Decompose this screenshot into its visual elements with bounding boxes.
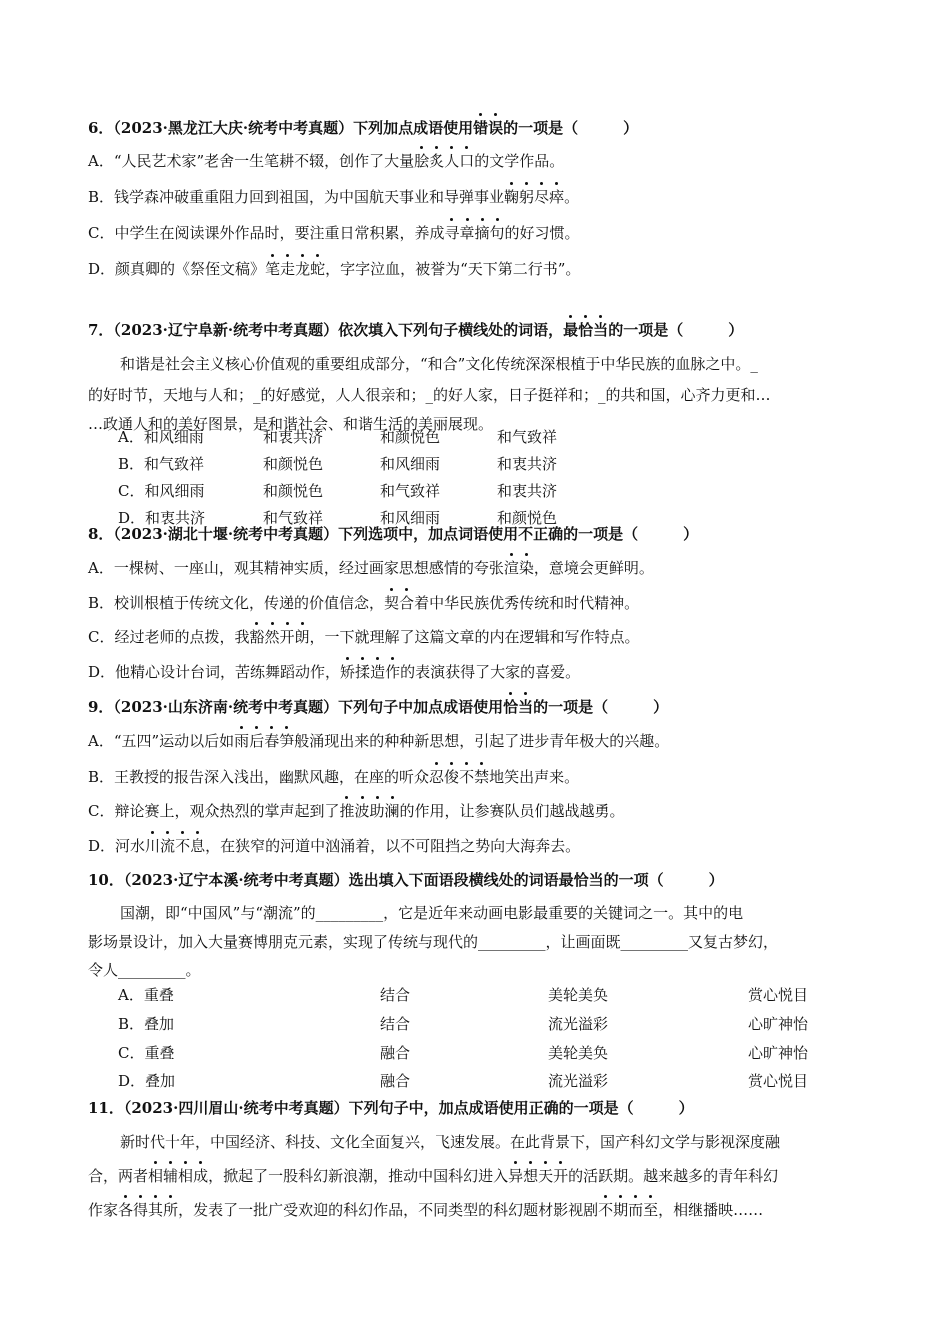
dotted-word — [504, 559, 534, 577]
question-7-option-row-col3: 和颜悦色 — [380, 428, 441, 446]
question-10-option-row-col4: 赏心悦目 — [748, 1072, 809, 1090]
emphasis-dot-char: 所 — [163, 1201, 179, 1219]
question-7-option-row-col3: 和风细雨 — [380, 455, 441, 473]
dotted-word — [384, 594, 414, 612]
emphasis-dot-char: 异 — [508, 1167, 524, 1185]
emphasis-dot-char: 作 — [385, 663, 401, 681]
question-9-option: A．“五四”运动以后如雨后春笋般涌现出来的种种新思想，引起了进步青年极大的兴趣。 — [88, 732, 670, 750]
question-8-option: B．校训根植于传统文化，传递的价值信念，契合着中华民族优秀传统和时代精神。 — [88, 594, 640, 612]
question-10-option-row-col4: 心旷神怡 — [748, 1015, 809, 1033]
question-10-option-row-col2: 结合 — [380, 1015, 411, 1033]
emphasis-dot-char: 其 — [148, 1201, 164, 1219]
question-7-passage-line: 和谐是社会主义核心价值观的重要组成部分，“和合”文化传统深深根植于中华民族的血脉之中。_ — [120, 355, 758, 373]
question-11-stem: 11．（2023·四川眉山·统考中考真题）下列句子中，加点成语使用正确的一项是（ ） — [88, 1099, 694, 1117]
question-7-stem: 7．（2023·辽宁阜新·统考中考真题）依次填入下列句子横线处的词语，最恰当的一项是（ ） — [88, 321, 744, 339]
emphasis-dot-char: 天 — [538, 1167, 554, 1185]
emphasis-dot-char: 蛇 — [310, 260, 326, 278]
question-10-option-row-col1: B．叠加 — [118, 1015, 175, 1033]
question-7-option-row-col4: 和气致祥 — [497, 428, 558, 446]
dotted-idiom — [265, 260, 325, 278]
dotted-keyword — [563, 321, 608, 339]
dotted-idiom — [508, 1167, 568, 1185]
question-10-option-row-col3: 美轮美奂 — [548, 1044, 609, 1062]
emphasis-dot-char: 忍 — [429, 768, 445, 786]
question-6-option: C．中学生在阅读课外作品时，要注重日常积累，养成寻章摘句的好习惯。 — [88, 224, 580, 242]
question-8-option: C．经过老师的点拨，我豁然开朗，一下就理解了这篇文章的内在逻辑和写作特点。 — [88, 628, 640, 646]
question-6-option: A．“人民艺术家”老舍一生笔耕不辍，创作了大量脍炙人口的文学作品。 — [88, 152, 565, 170]
emphasis-dot-char: 俊 — [444, 768, 460, 786]
emphasis-dot-char: 当 — [593, 321, 609, 339]
dotted-word — [340, 663, 400, 681]
question-11-passage-line: 作家各得其所，发表了一批广受欢迎的科幻作品，不同类型的科幻题材影视剧不期而至，相继播映…… — [88, 1201, 764, 1219]
emphasis-dot-char: 波 — [354, 802, 370, 820]
question-10-option-row-col2: 融合 — [380, 1072, 411, 1090]
question-9-option: D．河水川流不息，在狭窄的河道中汹涌着，以不可阻挡之势向大海奔去。 — [88, 837, 581, 855]
question-6-option: B．钱学森冲破重重阻力回到祖国，为中国航天事业和导弹事业鞠躬尽瘁。 — [88, 188, 580, 206]
question-10-stem: 10．（2023·辽宁本溪·统考中考真题）选出填入下面语段横线处的词语最恰当的一项（ ） — [88, 871, 724, 889]
question-7-passage-line: 的好时节，天地与人和；_的好感觉，人人很亲和；_的好人家，日子挺祥和；_的共和国，心齐力更和… — [88, 386, 771, 404]
emphasis-dot-char: 不 — [459, 768, 475, 786]
question-9-option: B．王教授的报告深入浅出，幽默风趣，在座的听众忍俊不禁地笑出声来。 — [88, 768, 580, 786]
question-7-option-row-col2: 和气致祥 — [263, 509, 324, 527]
emphasis-dot-char: 错 — [473, 119, 489, 137]
question-11-passage-line: 新时代十年，中国经济、科技、文化全面复兴，飞速发展。在此背景下，国产科幻文学与影视深度融 — [120, 1133, 781, 1151]
dotted-idiom — [145, 837, 205, 855]
emphasis-dot-char: 当 — [518, 698, 534, 716]
emphasis-dot-char: 然 — [264, 628, 280, 646]
emphasis-dot-char: 渲 — [503, 559, 519, 577]
emphasis-dot-char: 各 — [118, 1201, 134, 1219]
question-8-option: A．一棵树、一座山，观其精神实质，经过画家思想感情的夸张渲染，意境会更鲜明。 — [88, 559, 654, 577]
emphasis-dot-char: 开 — [553, 1167, 569, 1185]
question-8-option: D．他精心设计台词，苦练舞蹈动作，矫揉造作的表演获得了大家的喜爱。 — [88, 663, 581, 681]
emphasis-dot-char: 而 — [628, 1201, 644, 1219]
question-7-passage-line: …政通人和的美好图景，是和谐社会、和谐生活的美丽展现。 — [88, 415, 494, 433]
dotted-idiom — [339, 802, 399, 820]
emphasis-dot-char: 不 — [175, 837, 191, 855]
emphasis-dot-char: 至 — [643, 1201, 659, 1219]
emphasis-dot-char: 成 — [193, 1167, 209, 1185]
emphasis-dot-char: 矫 — [340, 663, 356, 681]
emphasis-dot-char: 口 — [459, 152, 475, 170]
emphasis-dot-char: 寻 — [444, 224, 460, 242]
emphasis-dot-char: 脍 — [414, 152, 430, 170]
emphasis-dot-char: 合 — [399, 594, 415, 612]
emphasis-dot-char: 豁 — [249, 628, 265, 646]
question-10-option-row-col4: 心旷神怡 — [748, 1044, 809, 1062]
emphasis-dot-char: 笔 — [265, 260, 281, 278]
question-7-option-row-col2: 和颜悦色 — [263, 482, 324, 500]
emphasis-dot-char: 辅 — [163, 1167, 179, 1185]
question-7-option-row-col3: 和风细雨 — [380, 509, 441, 527]
question-10-passage-line: 令人_________。 — [88, 961, 201, 979]
emphasis-dot-char: 尽 — [534, 188, 550, 206]
question-11-passage-line: 合，两者相辅相成，掀起了一股科幻新浪潮，推动中国科幻进入异想天开的活跃期。越来越多的青年科幻 — [88, 1167, 779, 1185]
emphasis-dot-char: 揉 — [355, 663, 371, 681]
emphasis-dot-char: 开 — [279, 628, 295, 646]
dotted-idiom — [598, 1201, 658, 1219]
dotted-keyword — [503, 698, 533, 716]
emphasis-dot-char: 躬 — [519, 188, 535, 206]
question-7-option-row-col4: 和衷共济 — [497, 455, 558, 473]
emphasis-dot-char: 笋 — [279, 732, 295, 750]
emphasis-dot-char: 澜 — [384, 802, 400, 820]
question-7-option-row-col4: 和衷共济 — [497, 482, 558, 500]
emphasis-dot-char: 息 — [190, 837, 206, 855]
emphasis-dot-char: 人 — [444, 152, 460, 170]
question-10-passage-line: 国潮，即“中国风”与“潮流”的_________，它是近年来动画电影最重要的关键词之一。其中的电 — [120, 904, 744, 922]
emphasis-dot-char: 炙 — [429, 152, 445, 170]
emphasis-dot-char: 最 — [563, 321, 579, 339]
question-10-option-row-col4: 赏心悦目 — [748, 986, 809, 1004]
question-6-stem: 6．（2023·黑龙江大庆·统考中考真题）下列加点成语使用错误的一项是（ ） — [88, 119, 639, 137]
question-9-stem: 9．（2023·山东济南·统考中考真题）下列句子中加点成语使用恰当的一项是（ ） — [88, 698, 669, 716]
emphasis-dot-char: 恰 — [578, 321, 594, 339]
emphasis-dot-char: 后 — [249, 732, 265, 750]
question-7-option-row-col1: A．和风细雨 — [118, 428, 204, 446]
emphasis-dot-char: 句 — [489, 224, 505, 242]
emphasis-dot-char: 相 — [148, 1167, 164, 1185]
question-10-option-row-col2: 结合 — [380, 986, 411, 1004]
question-6-option: D．颜真卿的《祭侄文稿》笔走龙蛇，字字泣血，被誉为“天下第二行书”。 — [88, 260, 581, 278]
question-7-option-row-col1: D．和衷共济 — [118, 509, 206, 527]
emphasis-dot-char: 川 — [145, 837, 161, 855]
question-10-option-row-col1: D．叠加 — [118, 1072, 176, 1090]
question-10-option-row-col3: 美轮美奂 — [548, 986, 609, 1004]
emphasis-dot-char: 契 — [384, 594, 400, 612]
question-8-stem: 8．（2023·湖北十堰·统考中考真题）下列选项中，加点词语使用不正确的一项是（ ） — [88, 525, 699, 543]
dotted-idiom — [414, 152, 474, 170]
dotted-idiom — [429, 768, 489, 786]
dotted-idiom — [444, 224, 504, 242]
dotted-idiom — [148, 1167, 208, 1185]
question-7-option-row-col2: 和颜悦色 — [263, 455, 324, 473]
question-7-option-row-col3: 和气致祥 — [380, 482, 441, 500]
emphasis-dot-char: 恰 — [503, 698, 519, 716]
emphasis-dot-char: 雨 — [234, 732, 250, 750]
question-7-option-row-col1: B．和气致祥 — [118, 455, 205, 473]
emphasis-dot-char: 鞠 — [504, 188, 520, 206]
dotted-idiom — [234, 732, 294, 750]
emphasis-dot-char: 造 — [370, 663, 386, 681]
emphasis-dot-char: 春 — [264, 732, 280, 750]
dotted-idiom — [504, 188, 564, 206]
emphasis-dot-char: 章 — [459, 224, 475, 242]
emphasis-dot-char: 助 — [369, 802, 385, 820]
dotted-idiom — [118, 1201, 178, 1219]
question-7-option-row-col4: 和颜悦色 — [497, 509, 558, 527]
emphasis-dot-char: 推 — [339, 802, 355, 820]
emphasis-dot-char: 禁 — [474, 768, 490, 786]
question-10-option-row-col3: 流光溢彩 — [548, 1015, 609, 1033]
emphasis-dot-char: 龙 — [295, 260, 311, 278]
question-10-option-row-col1: C．重叠 — [118, 1044, 175, 1062]
question-10-option-row-col3: 流光溢彩 — [548, 1072, 609, 1090]
emphasis-dot-char: 期 — [613, 1201, 629, 1219]
question-10-passage-line: 影场景设计，加入大量赛博朋克元素，实现了传统与现代的_________，让画面既_________又复古梦幻， — [88, 933, 779, 951]
question-7-option-row-col1: C．和风细雨 — [118, 482, 205, 500]
emphasis-dot-char: 误 — [488, 119, 504, 137]
question-10-option-row-col1: A．重叠 — [118, 986, 174, 1004]
dotted-word — [249, 628, 309, 646]
emphasis-dot-char: 相 — [178, 1167, 194, 1185]
question-10-option-row-col2: 融合 — [380, 1044, 411, 1062]
dotted-keyword — [473, 119, 503, 137]
emphasis-dot-char: 瘁 — [549, 188, 565, 206]
emphasis-dot-char: 走 — [280, 260, 296, 278]
emphasis-dot-char: 得 — [133, 1201, 149, 1219]
emphasis-dot-char: 想 — [523, 1167, 539, 1185]
emphasis-dot-char: 朗 — [294, 628, 310, 646]
question-9-option: C．辩论赛上，观众热烈的掌声起到了推波助澜的作用，让参赛队员们越战越勇。 — [88, 802, 625, 820]
question-7-option-row-col2: 和衷共济 — [263, 428, 324, 446]
emphasis-dot-char: 染 — [518, 559, 534, 577]
emphasis-dot-char: 摘 — [474, 224, 490, 242]
emphasis-dot-char: 流 — [160, 837, 176, 855]
emphasis-dot-char: 不 — [598, 1201, 614, 1219]
